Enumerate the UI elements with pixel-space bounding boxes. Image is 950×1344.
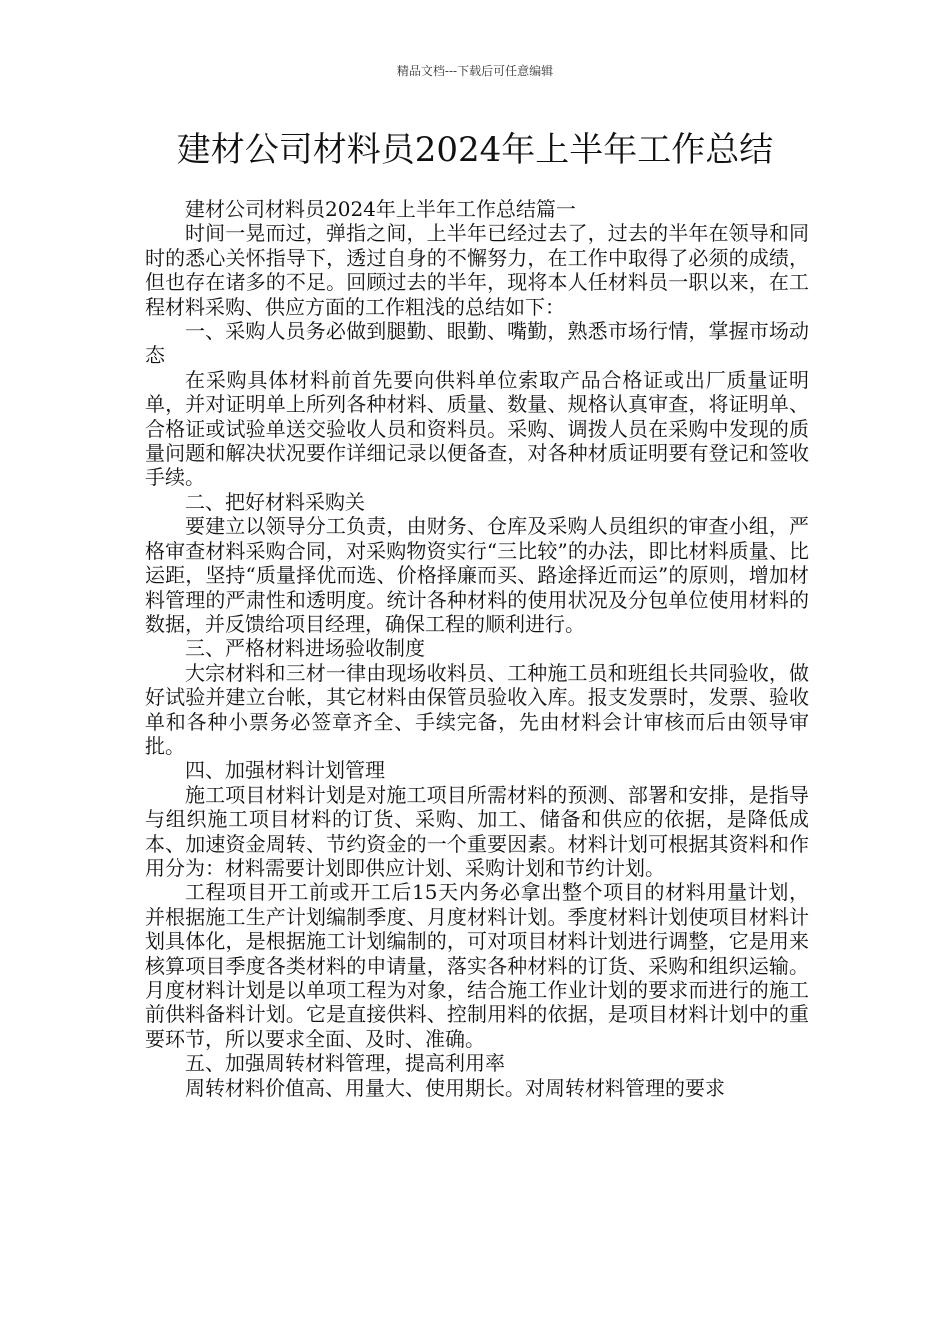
section-heading-1: 一、采购人员务必做到腿勤、眼勤、嘴勤，熟悉市场行情，掌握市场动态: [145, 319, 809, 368]
section-paragraph-2-1: 要建立以领导分工负责，由财务、仓库及采购人员组织的审查小组，严格审查材料采购合同，对采购物资实行“三比较”的办法，即比材料质量、比运距，坚持“质量择优而选、价格择廉而买、路途择近而运”的原则，增加材料管理的严肃性和透明度。统计各种材料的使用状况及分包单位使用材料的数据，并反馈给项目经理，确保工程的顺利进行。: [145, 514, 809, 636]
section-heading-2: 二、把好材料采购关: [185, 489, 365, 514]
section-paragraph-1-1: 在采购具体材料前首先要向供料单位索取产品合格证或出厂质量证明单，并对证明单上所列各种材料、质量、数量、规格认真审查，将证明单、合格证或试验单送交验收人员和资料员。采购、调拨人员在采购中发现的质量问题和解决状况要作详细记录以便备查，对各种材质证明要有登记和签收手续。: [145, 367, 809, 490]
page-header-note: 精品文档---下载后可任意编辑: [396, 64, 554, 78]
document-subtitle: 建材公司材料员2024年上半年工作总结篇一: [185, 197, 576, 221]
section-paragraph-3-1: 大宗材料和三材一律由现场收料员、工种施工员和班组长共同验收，做好试验并建立台帐，其它材料由保管员验收入库。报支发票时，发票、验收单和各种小票务必签章齐全、手续完备，先由材料会计审核而后由领导审批。: [145, 660, 809, 758]
section-heading-5: 五、加强周转材料管理，提高利用率: [185, 1051, 505, 1076]
document-title: 建材公司材料员2024年上半年工作总结: [176, 130, 774, 170]
section-heading-4: 四、加强材料计划管理: [185, 758, 385, 783]
section-paragraph-5-1: 周转材料价值高、用量大、使用期长。对周转材料管理的要求: [185, 1075, 725, 1100]
section-paragraph-4-1: 施工项目材料计划是对施工项目所需材料的预测、部署和安排，是指导与组织施工项目材料的订货、采购、加工、储备和供应的依据，是降低成本、加速资金周转、节约资金的一个重要因素。材料计划可根据其资料和作用分为：材料需要计划即供应计划、采购计划和节约计划。: [145, 782, 809, 880]
intro-paragraph: 时间一晃而过，弹指之间，上半年已经过去了，过去的半年在领导和同时的悉心关怀指导下，透过自身的不懈努力，在工作中取得了必须的成绩，但也存在诸多的不足。回顾过去的半年，现将本人任材料员一职以来，在工程材料采购、供应方面的工作粗浅的总结如下：: [145, 221, 809, 319]
section-heading-3: 三、严格材料进场验收制度: [185, 636, 425, 661]
document-body: [145, 197, 809, 1100]
section-paragraph-4-2: 工程项目开工前或开工后15天内务必拿出整个项目的材料用量计划，并根据施工生产计划编制季度、月度材料计划。季度材料计划使项目材料计划具体化，是根据施工计划编制的，可对项目材料计划进行调整，它是用来核算项目季度各类材料的申请量，落实各种材料的订货、采购和组织运输。月度材料计划是以单项工程为对象，结合施工作业计划的要求而进行的施工前供料备料计划。它是直接供料、控制用料的依据，是项目材料计划中的重要环节，所以要求全面、及时、准确。: [145, 880, 809, 1051]
